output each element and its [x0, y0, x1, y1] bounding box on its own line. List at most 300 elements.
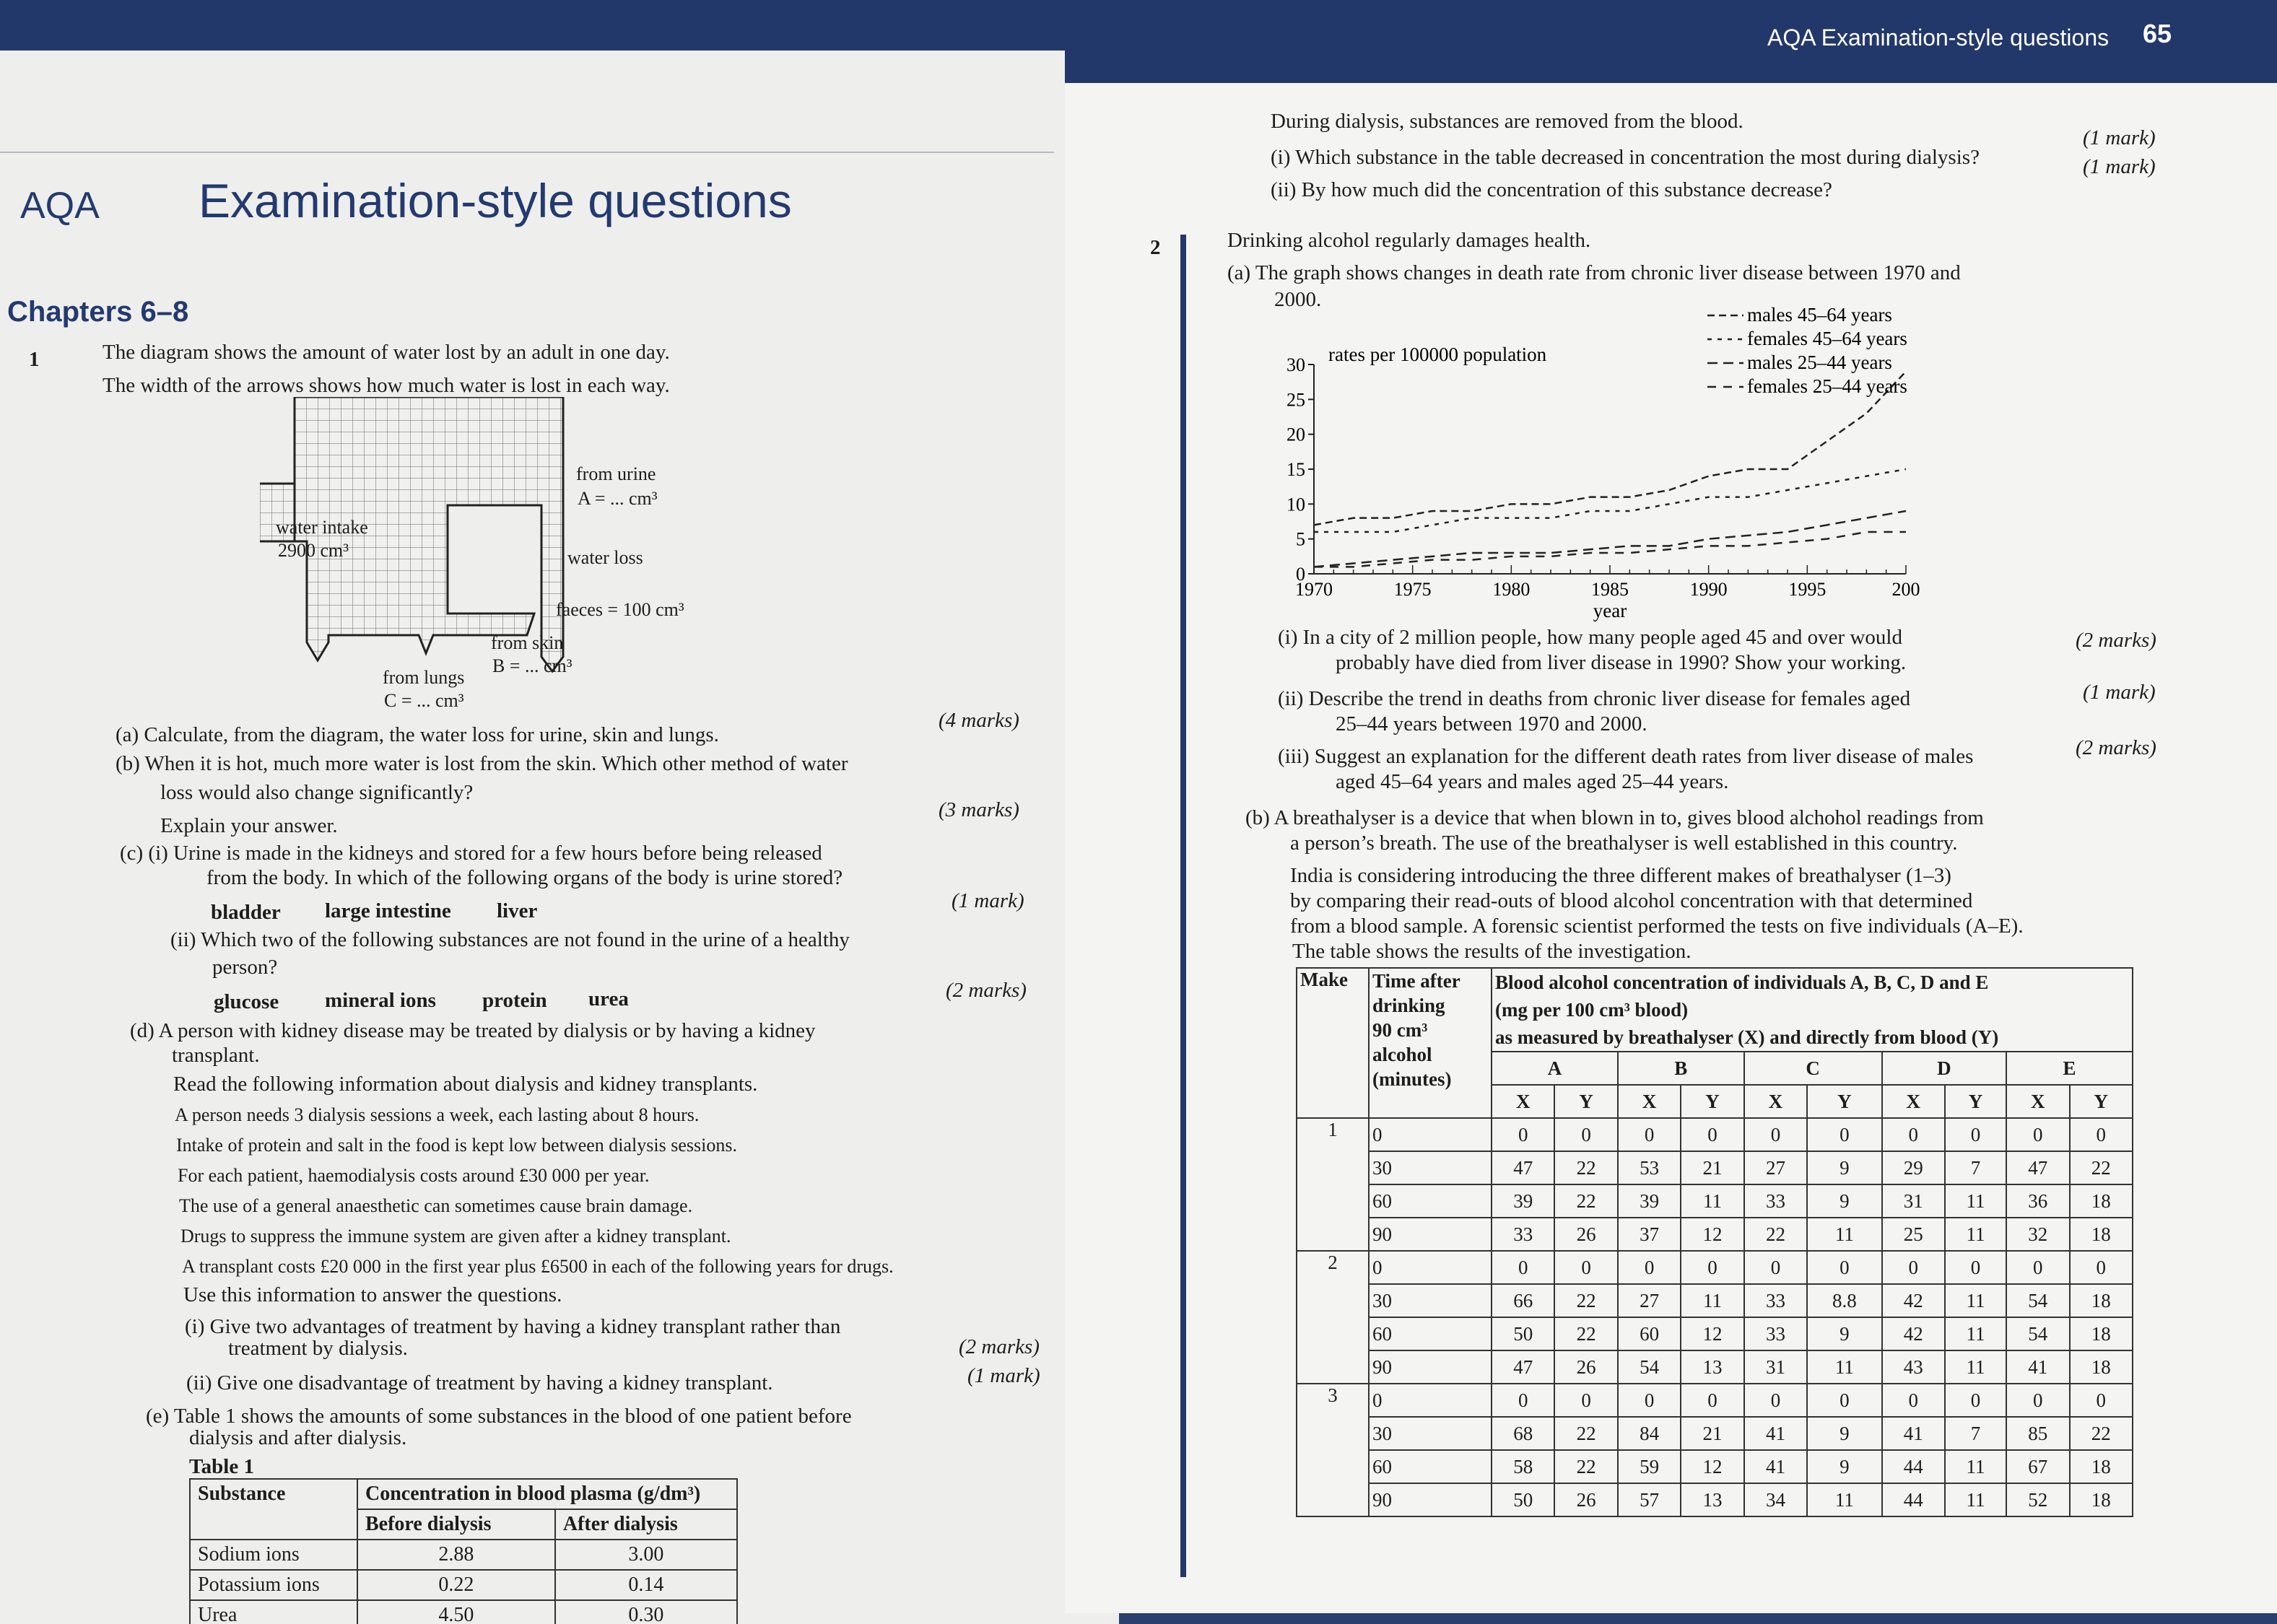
q2a-ii-marks: (1 mark) [2083, 681, 2156, 704]
table-cell: 13 [1681, 1350, 1743, 1384]
label-urine-a: A = ... cm³ [578, 488, 658, 509]
table-cell: 0 [2006, 1384, 2069, 1417]
aqa-logo: AQA [20, 185, 100, 227]
label-from-skin: from skin [491, 632, 564, 653]
table-cell: 8.8 [1807, 1284, 1881, 1317]
table-cell: 11 [1945, 1450, 2006, 1483]
table-cell: 22 [1554, 1450, 1617, 1483]
table1-header-after: After dialysis [555, 1509, 737, 1540]
q1d-line1: (d) A person with kidney disease may be treated by dialysis or by having a kidney [130, 1019, 816, 1042]
info-line-2: Intake of protein and salt in the food is kept low between dialysis sessions. [176, 1135, 737, 1156]
table-cell: 43 [1882, 1350, 1945, 1384]
liver-disease-chart [1245, 292, 2039, 624]
q2a-iii-line2: aged 45–64 years and males aged 25–44 years. [1336, 770, 1729, 793]
table-cell: 0 [1618, 1118, 1681, 1151]
label-from-urine: from urine [576, 463, 656, 484]
table-cell: 39 [1492, 1184, 1554, 1218]
time-cell: 90 [1369, 1483, 1492, 1516]
y-tick-label: 30 [1286, 354, 1305, 375]
table-cell: 11 [1807, 1350, 1881, 1384]
table-cell: 9 [1807, 1151, 1881, 1184]
xy-header-cell: X [1618, 1085, 1681, 1118]
table2-header-blood [1492, 968, 2133, 1052]
table-cell: 58 [1492, 1450, 1554, 1483]
xy-header-cell: Y [1554, 1085, 1617, 1118]
breathalyser-table [1296, 967, 2133, 1517]
table-cell: 13 [1681, 1483, 1743, 1516]
table-cell: 0.22 [357, 1570, 555, 1600]
table-cell: 9 [1807, 1450, 1881, 1483]
table-cell: 0 [1554, 1118, 1617, 1151]
time-header-line: drinking [1372, 995, 1445, 1016]
q1-intro-line1: The diagram shows the amount of water lost by an adult in one day. [103, 341, 670, 364]
table-cell: 37 [1618, 1218, 1681, 1251]
q2a-i-line1: (i) In a city of 2 million people, how many people aged 45 and over would [1278, 626, 1902, 649]
table-cell: 44 [1882, 1450, 1945, 1483]
table-cell: 29 [1882, 1151, 1945, 1184]
blood-header-line: (mg per 100 cm³ blood) [1495, 999, 1689, 1021]
q1c-ii-line2: person? [212, 956, 278, 979]
table-cell: 47 [2006, 1151, 2069, 1184]
dialysis-q-ii: (ii) By how much did the concentration of this substance decrease? [1271, 178, 1832, 201]
table-cell: 11 [1681, 1284, 1743, 1317]
table2-header-make: Make [1297, 968, 1369, 1118]
y-tick-label: 15 [1286, 459, 1305, 480]
table-cell: 0 [2070, 1118, 2133, 1151]
table-cell: 0 [1945, 1384, 2006, 1417]
table-cell: 0 [1744, 1384, 1807, 1417]
legend-label: females 25–44 years [1747, 375, 1907, 397]
table-cell: 27 [1618, 1284, 1681, 1317]
table-cell: 11 [1945, 1483, 2006, 1516]
x-tick-label: 1985 [1591, 579, 1629, 600]
q1d-line4: Use this information to answer the questions. [183, 1283, 562, 1306]
time-cell: 30 [1369, 1284, 1492, 1317]
y-tick-label: 20 [1286, 424, 1305, 445]
table-cell: 22 [1554, 1284, 1617, 1317]
table-cell: 0 [1618, 1251, 1681, 1284]
question-number: 1 [29, 348, 40, 371]
table-cell: 0 [2070, 1384, 2133, 1417]
table-cell: 41 [1882, 1417, 1945, 1450]
table-row [190, 1600, 737, 1624]
right-page [1065, 83, 2277, 1613]
table-cell: 44 [1882, 1483, 1945, 1516]
table-cell: 22 [2070, 1417, 2133, 1450]
label-from-lungs: from lungs [383, 667, 465, 688]
info-line-4: The use of a general anaesthetic can sometimes cause brain damage. [179, 1195, 693, 1216]
table-cell: 22 [1554, 1184, 1617, 1218]
q1-intro-line2: The width of the arrows shows how much water is lost in each way. [103, 374, 670, 397]
header-rule [0, 152, 1054, 153]
table-cell: 47 [1492, 1151, 1554, 1184]
table-cell: 66 [1492, 1284, 1554, 1317]
table-cell: 22 [1554, 1151, 1617, 1184]
option-mineral-ions: mineral ions [325, 989, 436, 1012]
time-header-line: alcohol [1372, 1044, 1432, 1065]
table-cell: 47 [1492, 1350, 1554, 1384]
option-large-intestine: large intestine [325, 899, 451, 922]
table-cell: 50 [1492, 1483, 1554, 1516]
q1d-i-marks: (2 marks) [959, 1335, 1040, 1358]
table-cell: 11 [1945, 1317, 2006, 1350]
xy-header-cell: X [1744, 1085, 1807, 1118]
table-cell: 0 [1681, 1384, 1743, 1417]
xy-header-cell: Y [1807, 1085, 1881, 1118]
q1d-line2: transplant. [172, 1044, 260, 1067]
y-tick-label: 10 [1286, 494, 1305, 515]
q1d-ii: (ii) Give one disadvantage of treatment by having a kidney transplant. [186, 1371, 773, 1394]
table-cell: 67 [2006, 1450, 2069, 1483]
dialysis-q-ii-marks: (1 mark) [2083, 155, 2156, 178]
table-cell: 0 [1554, 1251, 1617, 1284]
table-cell: 42 [1882, 1317, 1945, 1350]
label-skin-b: B = ... cm³ [492, 655, 572, 676]
x-tick-label: 1980 [1492, 579, 1531, 600]
table1-header-before: Before dialysis [357, 1509, 555, 1540]
q1c-line2: from the body. In which of the following organs of the body is urine stored? [206, 866, 843, 889]
question-margin-bar [1180, 235, 1186, 1577]
table-cell: 0 [1945, 1118, 2006, 1151]
table-cell: 0 [1681, 1118, 1743, 1151]
table-cell: 9 [1807, 1417, 1881, 1450]
x-tick-label: 200 [1891, 579, 1920, 600]
q1c-marks: (1 mark) [952, 889, 1024, 912]
individual-e-header: E [2006, 1052, 2133, 1085]
make-cell: 2 [1297, 1251, 1369, 1384]
q2b-line6: The table shows the results of the investigation. [1292, 940, 1692, 963]
table-cell: 22 [1744, 1218, 1807, 1251]
table-row [1297, 1118, 2133, 1151]
q2b-line5: from a blood sample. A forensic scientist performed the tests on five individuals (A–E). [1290, 914, 2024, 938]
table-cell: 2.88 [357, 1540, 555, 1570]
q2a-iii-line1: (iii) Suggest an explanation for the different death rates from liver disease of males [1278, 745, 1974, 768]
table-row [1297, 1284, 2133, 1317]
table-cell: 7 [1945, 1417, 2006, 1450]
table-cell: 41 [2006, 1350, 2069, 1384]
table-cell: 42 [1882, 1284, 1945, 1317]
time-cell: 90 [1369, 1350, 1492, 1384]
dialysis-q-i: (i) Which substance in the table decreased in concentration the most during dialysis? [1271, 146, 1980, 169]
y-tick-label: 25 [1286, 389, 1305, 411]
table-cell: 0 [1681, 1251, 1743, 1284]
q2b-line1: (b) A breathalyser is a device that when blown in to, gives blood alchohol readings from [1245, 806, 1984, 829]
q1d-i-line2: treatment by dialysis. [228, 1337, 408, 1360]
x-tick-label: 1970 [1295, 579, 1333, 600]
table-cell: 0 [1882, 1251, 1945, 1284]
table-cell: 0 [1492, 1384, 1554, 1417]
blood-header-line: Blood alcohol concentration of individuals A, B, C, D and E [1495, 972, 1989, 993]
table-cell: 21 [1681, 1151, 1743, 1184]
individual-b-header: B [1618, 1052, 1744, 1085]
table-cell: 85 [2006, 1417, 2069, 1450]
table-cell: 41 [1744, 1450, 1807, 1483]
table-cell: Potassium ions [190, 1570, 357, 1600]
q2a-ii-line1: (ii) Describe the trend in deaths from chronic liver disease for females aged [1278, 687, 1911, 710]
table-cell: 11 [1945, 1218, 2006, 1251]
info-line-1: A person needs 3 dialysis sessions a week, each lasting about 8 hours. [175, 1104, 700, 1125]
time-cell: 60 [1369, 1317, 1492, 1350]
question-2-number: 2 [1150, 236, 1161, 259]
label-lungs-c: C = ... cm³ [384, 690, 464, 711]
y-tick-label: 5 [1296, 528, 1305, 550]
make-cell: 3 [1297, 1384, 1369, 1516]
xy-header-cell: Y [2070, 1085, 2133, 1118]
option-glucose: glucose [214, 990, 279, 1013]
time-cell: 60 [1369, 1184, 1492, 1218]
label-water-loss: water loss [567, 547, 643, 568]
table-cell: 18 [2070, 1350, 2133, 1384]
table-cell: 54 [1618, 1350, 1681, 1384]
table-cell: 18 [2070, 1218, 2133, 1251]
legend-label: females 45–64 years [1747, 328, 1907, 349]
option-protein: protein [482, 989, 547, 1012]
table-cell: 53 [1618, 1151, 1681, 1184]
time-cell: 30 [1369, 1151, 1492, 1184]
table-row [190, 1540, 737, 1570]
table-cell: 18 [2070, 1483, 2133, 1516]
table-cell: 9 [1807, 1317, 1881, 1350]
x-tick-label: 1990 [1689, 579, 1728, 600]
time-cell: 60 [1369, 1450, 1492, 1483]
q1a: (a) Calculate, from the diagram, the water loss for urine, skin and lungs. [116, 723, 719, 746]
q1d-line3: Read the following information about dialysis and kidney transplants. [173, 1073, 758, 1096]
time-header-line: (minutes) [1372, 1068, 1452, 1090]
table-cell: 18 [2070, 1450, 2133, 1483]
y-tick-label: 0 [1296, 564, 1305, 585]
make-cell: 1 [1297, 1118, 1369, 1251]
table-cell: 0 [1807, 1251, 1881, 1284]
table-cell: 50 [1492, 1317, 1554, 1350]
time-cell: 0 [1369, 1251, 1492, 1284]
table-cell: 22 [2070, 1151, 2133, 1184]
option-liver: liver [497, 899, 538, 922]
series-line [1314, 469, 1906, 532]
q1d-i-line1: (i) Give two advantages of treatment by having a kidney transplant rather than [185, 1315, 841, 1338]
legend-label: males 25–44 years [1747, 352, 1892, 373]
table-cell: 32 [2006, 1218, 2069, 1251]
table-cell: 60 [1618, 1317, 1681, 1350]
table-cell: 0 [1744, 1118, 1807, 1151]
table-cell: 11 [1945, 1284, 2006, 1317]
individual-d-header: D [1882, 1052, 2007, 1085]
table-cell: 22 [1554, 1317, 1617, 1350]
dialysis-q-i-marks: (1 mark) [2083, 126, 2156, 149]
table-cell: 4.50 [357, 1600, 555, 1624]
table-cell: 0 [1882, 1118, 1945, 1151]
table-cell: 26 [1554, 1218, 1617, 1251]
table-row [1297, 1417, 2133, 1450]
q2a-ii-line2: 25–44 years between 1970 and 2000. [1336, 712, 1647, 735]
series-line [1314, 532, 1906, 567]
table-row [1297, 1317, 2133, 1350]
table-cell: Urea [190, 1600, 357, 1624]
table-cell: 31 [1882, 1184, 1945, 1218]
table-cell: 41 [1744, 1417, 1807, 1450]
chart-lines [1314, 372, 1906, 567]
info-line-5: Drugs to suppress the immune system are given after a kidney transplant. [180, 1226, 731, 1247]
table-cell: 0 [1744, 1251, 1807, 1284]
q2b-line2: a person’s breath. The use of the breathalyser is well established in this country. [1290, 831, 1958, 855]
q1e-line1: (e) Table 1 shows the amounts of some substances in the blood of one patient before [146, 1405, 852, 1428]
q2b-line4: by comparing their read-outs of blood alcohol concentration with that determined [1290, 889, 1973, 912]
q1b-marks: (3 marks) [939, 798, 1019, 821]
label-water-intake-amount: 2900 cm³ [278, 540, 349, 561]
table-cell: 22 [1554, 1417, 1617, 1450]
table-cell: 0.14 [555, 1570, 737, 1600]
table-cell: 3.00 [555, 1540, 737, 1570]
table-cell: 36 [2006, 1184, 2069, 1218]
table-cell: 25 [1882, 1218, 1945, 1251]
table-cell: 0 [1807, 1118, 1881, 1151]
table-cell: 34 [1744, 1483, 1807, 1516]
table-cell: 7 [1945, 1151, 2006, 1184]
left-page [0, 51, 1119, 1624]
q2a-iii-marks: (2 marks) [2076, 736, 2156, 759]
xy-header-cell: X [2006, 1085, 2069, 1118]
table1-title: Table 1 [189, 1455, 254, 1478]
q1c-ii-marks: (2 marks) [946, 979, 1027, 1002]
option-bladder: bladder [211, 901, 281, 924]
time-cell: 0 [1369, 1118, 1492, 1151]
table-cell: 39 [1618, 1184, 1681, 1218]
table-cell: 31 [1744, 1350, 1807, 1384]
table-cell: 11 [1945, 1350, 2006, 1384]
page-number: 65 [2143, 19, 2172, 48]
table-cell: 0 [2006, 1251, 2069, 1284]
table-row [1297, 1483, 2133, 1516]
legend-label: males 45–64 years [1747, 304, 1892, 326]
xy-header-cell: Y [1945, 1085, 2006, 1118]
option-urea: urea [588, 987, 629, 1010]
table-cell: 84 [1618, 1417, 1681, 1450]
table-cell: 0 [1492, 1118, 1554, 1151]
table-cell: 9 [1807, 1184, 1881, 1218]
x-tick-label: 1995 [1788, 579, 1827, 600]
table-cell: 52 [2006, 1483, 2069, 1516]
running-head: AQA Examination-style questions [1767, 25, 2110, 51]
q1b-line1: (b) When it is hot, much more water is lost from the skin. Which other method of water [116, 752, 848, 775]
q1b-line3: Explain your answer. [160, 814, 338, 837]
q1a-marks: (4 marks) [939, 709, 1019, 732]
q1c-ii-line1: (ii) Which two of the following substances are not found in the urine of a healthy [170, 928, 850, 951]
table-cell: 21 [1681, 1417, 1743, 1450]
q2-intro: Drinking alcohol regularly damages health. [1227, 229, 1591, 252]
table-row [1297, 1251, 2133, 1284]
individual-a-header: A [1492, 1052, 1618, 1085]
table-cell: 0 [1554, 1384, 1617, 1417]
blood-header-line: as measured by breathalyser (X) and directly from blood (Y) [1495, 1026, 1999, 1048]
table-row [1297, 1384, 2133, 1417]
table-cell: 0 [2006, 1118, 2069, 1151]
table-cell: 33 [1744, 1284, 1807, 1317]
x-tick-label: 1975 [1393, 579, 1432, 600]
table-cell: 33 [1744, 1317, 1807, 1350]
table-cell: 57 [1618, 1483, 1681, 1516]
info-line-3: For each patient, haemodialysis costs around £30 000 per year. [178, 1165, 650, 1186]
table-cell: 11 [1807, 1483, 1881, 1516]
xy-header-cell: X [1882, 1085, 1945, 1118]
table-row [1297, 1218, 2133, 1251]
table2-body [1297, 1118, 2133, 1516]
q1e-line2: dialysis and after dialysis. [189, 1426, 407, 1449]
table-cell: 18 [2070, 1284, 2133, 1317]
table-cell: 18 [2070, 1184, 2133, 1218]
q1c-line1: (c) (i) Urine is made in the kidneys and stored for a few hours before being released [120, 842, 822, 865]
table2-header-time [1369, 968, 1492, 1118]
time-cell: 0 [1369, 1384, 1492, 1417]
table-cell: 12 [1681, 1317, 1743, 1350]
time-header-line: 90 cm³ [1372, 1019, 1428, 1041]
time-header-line: Time after [1372, 970, 1460, 992]
y-axis-title: rates per 100000 population [1328, 344, 1547, 365]
table-cell: 0 [1807, 1384, 1881, 1417]
info-line-6: A transplant costs £20 000 in the first year plus £6500 in each of the following years for drugs. [182, 1256, 894, 1277]
time-cell: 90 [1369, 1218, 1492, 1251]
table-cell: 0.30 [555, 1600, 737, 1624]
table-row [1297, 1350, 2133, 1384]
table-cell: 33 [1492, 1218, 1554, 1251]
q2a-line1: (a) The graph shows changes in death rate from chronic liver disease between 1970 and [1227, 261, 1961, 284]
table-cell: 11 [1945, 1184, 2006, 1218]
table-cell: 12 [1681, 1450, 1743, 1483]
xy-header-cell: X [1492, 1085, 1554, 1118]
xy-header-cell: Y [1681, 1085, 1743, 1118]
table-cell: 54 [2006, 1284, 2069, 1317]
table-row [190, 1570, 737, 1600]
table-row [1297, 1184, 2133, 1218]
table-cell: 26 [1554, 1350, 1617, 1384]
label-water-intake: water intake [276, 517, 368, 538]
table-cell: 27 [1744, 1151, 1807, 1184]
table1 [189, 1478, 738, 1624]
page-title: Examination-style questions [199, 174, 792, 227]
chapters-heading: Chapters 6–8 [7, 296, 189, 328]
table-cell: 0 [1618, 1384, 1681, 1417]
table-cell: 0 [1945, 1251, 2006, 1284]
label-faeces: faeces = 100 cm³ [556, 599, 684, 620]
q1b-line2: loss would also change significantly? [160, 781, 474, 804]
table-cell: 59 [1618, 1450, 1681, 1483]
table-cell: 0 [2070, 1251, 2133, 1284]
table-cell: 54 [2006, 1317, 2069, 1350]
table-cell: Sodium ions [190, 1540, 357, 1570]
q1d-ii-marks: (1 mark) [967, 1364, 1040, 1387]
individual-c-header: C [1744, 1052, 1882, 1085]
q2a-line2: 2000. [1274, 288, 1322, 311]
table-cell: 11 [1807, 1218, 1881, 1251]
table-cell: 0 [1882, 1384, 1945, 1417]
chart-legend [1707, 304, 1907, 397]
table-cell: 11 [1681, 1184, 1743, 1218]
table-row [1297, 1450, 2133, 1483]
time-cell: 30 [1369, 1417, 1492, 1450]
table-cell: 68 [1492, 1417, 1554, 1450]
table-cell: 0 [1492, 1251, 1554, 1284]
series-line [1314, 511, 1906, 567]
table1-header-concentration: Concentration in blood plasma (g/dm³) [357, 1479, 737, 1509]
q2b-line3: India is considering introducing the three different makes of breathalyser (1–3) [1290, 864, 1951, 887]
dialysis-intro: During dialysis, substances are removed from the blood. [1271, 110, 1743, 133]
q2a-i-marks: (2 marks) [2076, 629, 2156, 652]
table-cell: 12 [1681, 1218, 1743, 1251]
table-cell: 26 [1554, 1483, 1617, 1516]
q2a-i-line2: probably have died from liver disease in 1990? Show your working. [1336, 651, 1907, 674]
table-row [1297, 1151, 2133, 1184]
table-cell: 18 [2070, 1317, 2133, 1350]
table1-header-substance: Substance [190, 1479, 357, 1540]
table-cell: 33 [1744, 1184, 1807, 1218]
